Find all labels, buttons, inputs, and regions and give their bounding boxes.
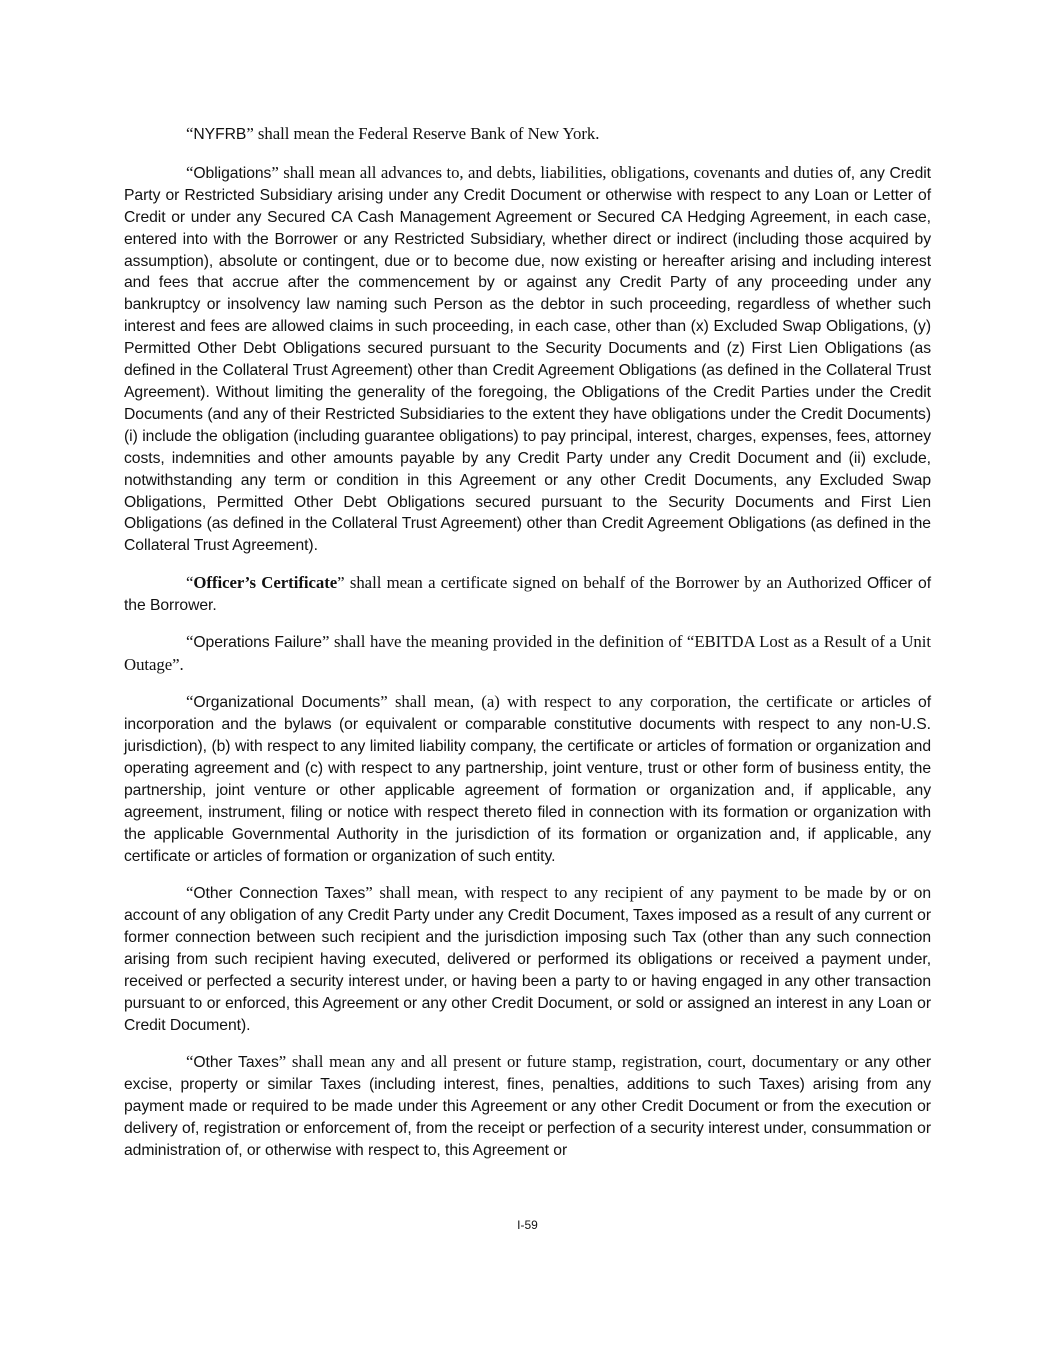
defined-term: Officer’s Certificate [193,572,338,592]
definition-organizational-documents [124,691,931,867]
definition-nyfrb [124,123,931,146]
definition-lead: ” shall mean, (a) with respect to any corporation, the certificate or [380,692,854,712]
definition-operations-failure [124,631,931,677]
definition-lead: ” shall mean, with respect to any recipient of any payment to be made [365,883,863,903]
defined-term: Other Connection Taxes [193,885,366,903]
definition-officers-certificate [124,572,931,617]
open-quote: “ [186,692,194,712]
defined-term: Organizational Documents [193,694,381,712]
definition-body: articles of incorporation and the bylaws (or equivalent or comparable constitutive documents with respect to any non-U.S. jurisdiction), (b) with respect to any limited liability company, the certificate or articles of formation or organization and operating agreement and (c) with respect to any partnership, joint venture, trust or other form of business entity, the partnership, joint venture or other applicable agreement of formation or organization and, if applicable, any agreement, instrument, filing or notice with respect thereto filed in connection with its formation or organization with the applicable Governmental Authority in the jurisdiction of its formation or organization and, if applicable, any certificate or articles of formation or organization of such entity. [124,694,931,865]
definition-other-connection-taxes [124,882,931,1036]
definition-lead: ” shall mean any and all present or future stamp, registration, court, documentary or [278,1051,859,1071]
open-quote: “ [186,572,194,592]
definition-body: any other excise, property or similar Taxes (including interest, fines, penalties, additions to such Taxes) arising from any payment made or required to be made under this Agreement or any other Credit Document or from the execution or delivery of, registration or enforcement of, from the receipt or perfection of a security interest under, consummation or administration of, or otherwise with respect to, this Agreement or [124,1053,931,1159]
open-quote: “ [186,632,194,652]
defined-term: Obligations [193,164,272,182]
defined-term: Operations Failure [193,634,322,652]
open-quote: “ [186,124,194,143]
page-number: I-59 [517,1218,538,1232]
defined-term: Other Taxes [193,1053,279,1071]
definition-body: of, any Credit Party or Restricted Subsidiary arising under any Credit Document or otherwise with respect to any Loan or Letter of Credit or under any Secured CA Cash Management Agreement or Secured CA Hedging Agreement, in each case, entered into with the Borrower or any Restricted Subsidiary, whether direct or indirect (including those acquired by assumption), absolute or contingent, due or to become due, now existing or hereafter arising and including interest and fees that accrue after the commencement by or against any Credit Party of any proceeding under any bankruptcy or insolvency law naming such Person as the debtor in such proceeding, regardless of whether such interest and fees are allowed claims in such proceeding, in each case, other than (x) Excluded Swap Obligations, (y) Permitted Other Debt Obligations secured pursuant to the Security Documents and (z) First Lien Obligations (as defined in the Collateral Trust Agreement) other than Credit Agreement Obligations (as defined in the Collateral Trust Agreement). Without limiting the generality of the foregoing, the Obligations of the Credit Parties under the Credit Documents (and any of their Restricted Subsidiaries to the extent they have obligations under the Credit Documents) (i) include the obligation (including guarantee obligations) to pay principal, interest, charges, expenses, fees, attorney costs, indemnities and other amounts payable by any Credit Party under any Credit Document and (ii) exclude, notwithstanding any term or condition in this Agreement or any other Credit Documents, any Excluded Swap Obligations, Permitted Other Debt Obligations secured pursuant to the Security Documents and First Lien Obligations (as defined in the Collateral Trust Agreement) other than Credit Agreement Obligations (as defined in the Collateral Trust Agreement). [124,164,931,555]
open-quote: “ [186,162,194,182]
definition-lead: ” shall have the meaning provided in the definition of “EBITDA Lost as a Result of a Unit Outage”. [124,632,931,674]
open-quote: “ [186,1051,194,1071]
definition-body: by or on account of any obligation of any Credit Party under any Credit Document, Taxes imposed as a result of any current or former connection between such recipient and the jurisdiction imposing such Tax (other than any such connection arising from such recipient having executed, delivered or performed its obligations or received a payment under, received or perfected a security interest under, or having been a party to or having engaged in any other transaction pursuant to or enforced, this Agreement or any other Credit Document, or sold or assigned an interest in any Loan or Credit Document). [124,885,932,1034]
definition-lead: ” shall mean all advances to, and debts, liabilities, obligations, covenants and duties [271,162,834,182]
defined-term: NYFRB [193,126,247,143]
definition-other-taxes [124,1051,931,1162]
open-quote: “ [186,883,194,903]
definitions-text [124,123,931,1176]
definition-body: Officer of the Borrower. [124,574,932,614]
definition-obligations [124,162,931,557]
definition-lead: ” shall mean a certificate signed on behalf of the Borrower by an Authorized [337,572,862,592]
definition-lead: ” shall mean the Federal Reserve Bank of New York. [246,124,600,143]
